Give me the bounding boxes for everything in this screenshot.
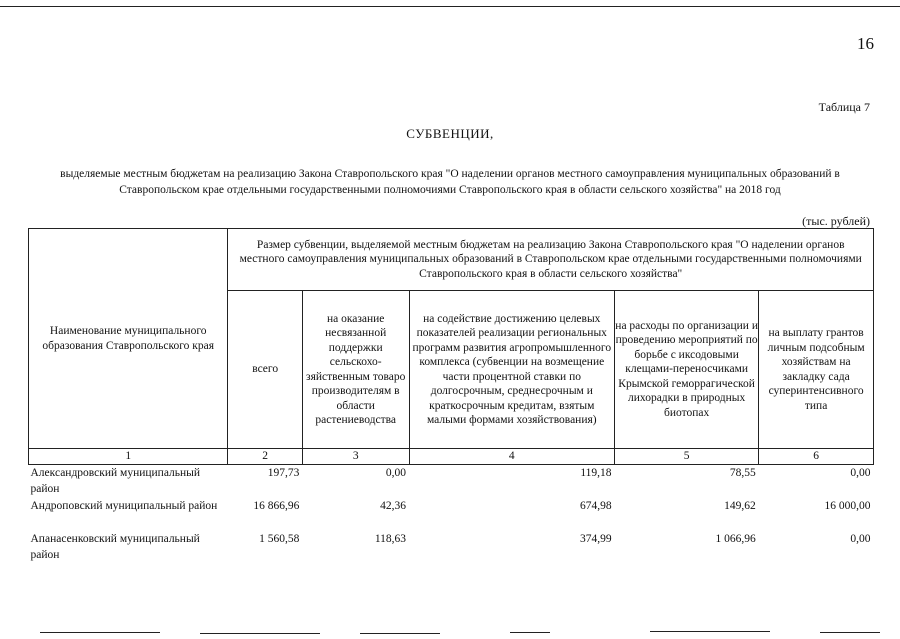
orchard-grant-column-header: на выплату грантов личным подсобным хозяйствам на закладку сада суперинтенсивного типа: [759, 291, 874, 449]
scan-line-top: [0, 6, 900, 7]
value-tick-control: 149,62: [724, 499, 756, 512]
value-orchard-grant: 16 000,00: [824, 499, 871, 512]
column-number: 6: [759, 449, 874, 465]
crop-support-column-header: на оказание несвязанной поддержки сельскохо-зяйственным товаро производителям в области растениеводства: [302, 291, 409, 449]
scan-line-bottom-4: [510, 632, 550, 633]
value-orchard-grant: 0,00: [850, 532, 871, 545]
column-number: 2: [228, 449, 302, 465]
value-credit-interest: 374,99: [579, 532, 612, 545]
column-number: 4: [409, 449, 615, 465]
table-row: [29, 498, 874, 531]
scan-line-bottom-1: [40, 632, 160, 633]
value-crop-support: 42,36: [380, 499, 407, 512]
value-total: 1 560,58: [259, 532, 300, 545]
units-label: (тыс. рублей): [802, 214, 870, 228]
credit-interest-column-header: на содействие достижению целевых показателей реализации региональных программ развития агропромышленного комплекса (субвенции на возмещение части процентной ставки по долгосрочным, среднесрочным и краткосрочным кредитам, взятым малыми формами хозяйствования): [409, 291, 615, 449]
document-subtitle: выделяемые местным бюджетам на реализацию Закона Ставропольского края "О наделении органов местного самоуправления муниципальных образований в Ставропольском крае отдельными государственными полномочиями Ставропольского края в области сельского хозяйства" на 2018 год: [60, 168, 840, 196]
column-number: 5: [615, 449, 759, 465]
value-crop-support: 0,00: [385, 466, 407, 479]
table-row: [29, 531, 874, 564]
table-label: Таблица 7: [818, 100, 870, 114]
column-number: 3: [302, 449, 409, 465]
value-crop-support: 118,63: [374, 532, 407, 545]
header-row-top: [29, 229, 874, 291]
subsidies-table: [28, 228, 874, 564]
subsidy-size-header: Размер субвенции, выделяемой местным бюджетам на реализацию Закона Ставропольского края "О наделении органов местного самоуправления муниципальных образований в Ставропольском крае отдельными государственными полномочиями Ставропольского края в области сельского хозяйства": [228, 229, 874, 291]
scan-line-bottom-5: [650, 631, 770, 632]
scan-line-bottom-3: [360, 633, 440, 634]
document-title: СУБВЕНЦИИ,: [406, 126, 494, 141]
value-credit-interest: 119,18: [580, 466, 612, 479]
total-column-header: всего: [228, 291, 302, 449]
value-orchard-grant: 0,00: [850, 466, 871, 479]
tick-control-column-header: на расходы по организации и проведению мероприятий по борьбе с иксодовыми клещами-переносчиками Крымской геморрагической лихорадки в природных биотопах: [615, 291, 759, 449]
name-column-header: Наименование муниципального образования Ставропольского края: [29, 229, 228, 449]
page-number: 16: [857, 34, 874, 53]
value-tick-control: 1 066,96: [715, 532, 756, 545]
column-number: 1: [29, 449, 228, 465]
municipality-name: Александровский муниципальный район: [30, 466, 201, 495]
value-total: 197,73: [267, 466, 300, 479]
municipality-name: Апанасенковский муниципальный район: [30, 532, 200, 561]
scan-line-bottom-2: [200, 633, 320, 634]
value-total: 16 866,96: [253, 499, 300, 512]
value-credit-interest: 674,98: [579, 499, 612, 512]
scan-line-bottom-6: [820, 632, 880, 633]
table-row: [29, 464, 874, 498]
municipality-name: Андроповский муниципальный район: [30, 499, 218, 512]
column-number-row: [29, 449, 874, 465]
value-tick-control: 78,55: [729, 466, 756, 479]
